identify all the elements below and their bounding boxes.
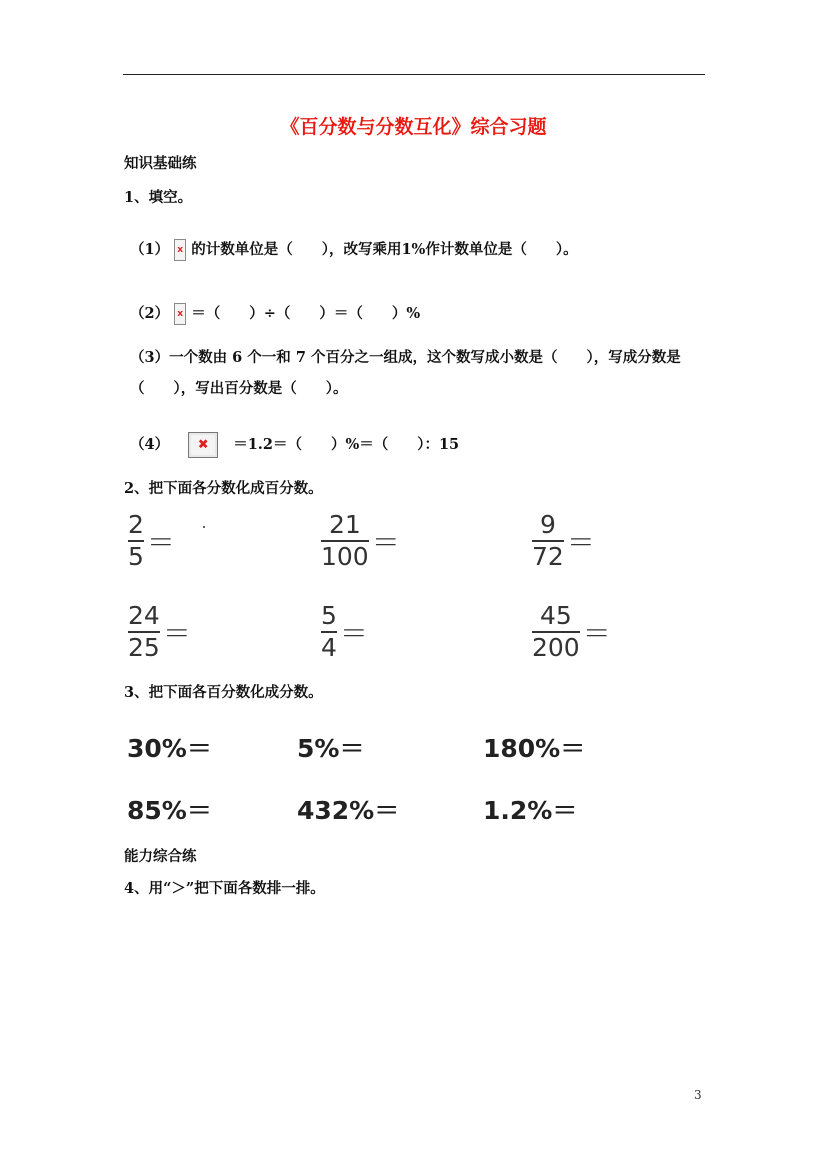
question-1-part-1	[130, 238, 578, 261]
equals-sign: ＝	[371, 526, 400, 559]
x-icon: x	[177, 245, 184, 255]
equals-sign: ＝	[582, 617, 611, 650]
part-4-number: （4）	[130, 436, 170, 453]
stray-dot	[203, 526, 205, 528]
fraction-item	[321, 602, 368, 662]
fraction-denominator: 72	[532, 542, 564, 571]
x-icon: x	[177, 309, 184, 319]
fraction-denominator: 100	[321, 542, 369, 571]
fraction-denominator: 5	[128, 542, 144, 571]
page-title: 《百分数与分数互化》综合习题	[280, 116, 547, 138]
fraction-item	[532, 511, 595, 571]
broken-image-placeholder	[174, 303, 186, 325]
question-2-heading: 2、把下面各分数化成百分数。	[124, 480, 323, 497]
fraction-denominator: 25	[128, 633, 160, 662]
question-1-part-2	[130, 302, 420, 325]
question-1-part-3-line-1: （3）一个数由 6 个一和 7 个百分之一组成，这个数写成小数是（ ），写成分数是	[130, 349, 681, 366]
fraction-item	[128, 602, 191, 662]
part-2-number: （2）	[130, 305, 170, 322]
fraction-numerator: 45	[539, 601, 572, 630]
fraction-item	[128, 511, 175, 571]
broken-image-placeholder	[174, 239, 186, 261]
page-number: 3	[694, 1088, 702, 1102]
broken-image-placeholder	[188, 432, 218, 458]
equals-sign: ＝	[339, 617, 368, 650]
equals-sign: ＝	[566, 526, 595, 559]
percent-item: 1.2%＝	[483, 796, 578, 825]
fraction-numerator: 9	[539, 510, 556, 539]
part-4-text: ＝1.2＝（ ）%＝（ ）：15	[233, 436, 460, 453]
fraction-numerator: 2	[128, 510, 144, 539]
part-1-number: （1）	[130, 241, 170, 258]
header-rule	[123, 74, 705, 75]
fraction-numerator: 24	[128, 601, 160, 630]
section-heading-basic: 知识基础练	[124, 155, 197, 172]
question-1-heading: 1、填空。	[124, 189, 193, 206]
x-icon: ✖	[197, 437, 209, 453]
percent-item: 30%＝	[127, 734, 212, 763]
fraction-item	[321, 511, 400, 571]
percent-item: 432%＝	[297, 796, 400, 825]
fraction-denominator: 4	[321, 633, 337, 662]
equals-sign: ＝	[146, 526, 175, 559]
fraction-item	[532, 602, 611, 662]
question-4-heading: 4、用“＞”把下面各数排一排。	[124, 880, 325, 897]
fraction-numerator: 21	[328, 510, 361, 539]
part-1-text: 的计数单位是（ ），改写乘用1%作计数单位是（ ）。	[191, 241, 578, 258]
percent-item: 5%＝	[297, 734, 365, 763]
percent-item: 180%＝	[483, 734, 586, 763]
question-3-heading: 3、把下面各百分数化成分数。	[124, 684, 323, 701]
fraction-numerator: 5	[321, 601, 337, 630]
question-1-part-3-line-2: （ ），写出百分数是（ ）。	[130, 380, 348, 397]
percent-item: 85%＝	[127, 796, 212, 825]
question-1-part-4	[130, 432, 459, 458]
equals-sign: ＝	[162, 617, 191, 650]
section-heading-ability: 能力综合练	[124, 848, 197, 865]
part-2-text: ＝（ ）÷（ ）＝（ ）%	[191, 305, 421, 322]
fraction-denominator: 200	[532, 633, 580, 662]
